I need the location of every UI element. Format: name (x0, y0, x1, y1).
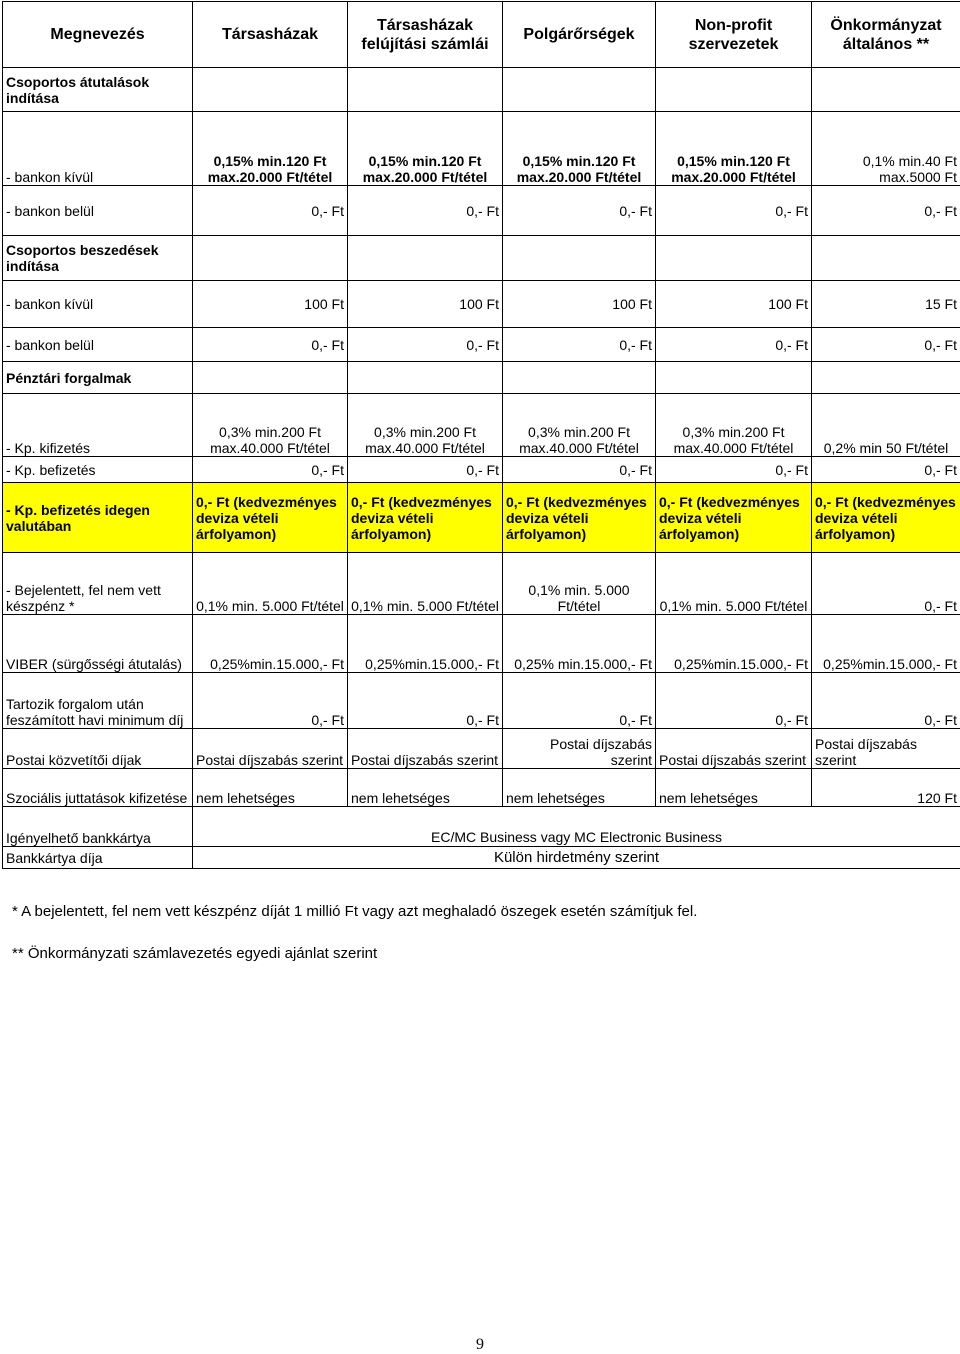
fee-cell: 0,15% min.120 Ft max.20.000 Ft/tétel (348, 112, 503, 186)
fee-cell: 100 Ft (656, 281, 812, 328)
row-label: Postai közvetítői díjak (3, 729, 193, 769)
fee-cell: 0,- Ft (812, 457, 960, 483)
fee-cell: 0,- Ft (348, 673, 503, 729)
row-label: Igényelhető bankkártya (3, 807, 193, 847)
fee-cell: 0,25%min.15.000,- Ft (193, 615, 348, 673)
fee-cell: 0,2% min 50 Ft/tétel (812, 394, 960, 457)
table-row (3, 236, 960, 281)
fee-cell: 0,1% min.40 Ft max.5000 Ft (812, 112, 960, 186)
fee-cell: 0,- Ft (348, 328, 503, 362)
section-cash: Pénztári forgalmak (3, 362, 193, 394)
fee-cell: 0,15% min.120 Ft max.20.000 Ft/tétel (503, 112, 656, 186)
table-row (3, 615, 960, 673)
fee-cell: 0,- Ft (503, 673, 656, 729)
header-condominiums: Társasházak (193, 2, 348, 68)
table-row (3, 328, 960, 362)
fee-cell: 0,- Ft (193, 457, 348, 483)
fee-cell: 120 Ft (812, 769, 960, 807)
fee-cell: 100 Ft (193, 281, 348, 328)
fee-cell: Postai díjszabás szerint (348, 729, 503, 769)
fee-cell: 0,1% min. 5.000 Ft/tétel (193, 553, 348, 615)
fee-cell: 0,- Ft (812, 328, 960, 362)
fee-cell: 0,- Ft (812, 553, 960, 615)
fee-cell: 0,- Ft (193, 186, 348, 236)
header-municipality: Önkormányzat általános ** (812, 2, 960, 68)
table-row (3, 362, 960, 394)
row-label: - Kp. befizetés idegen valutában (3, 483, 193, 553)
fee-cell: 100 Ft (503, 281, 656, 328)
table-row (3, 847, 960, 869)
fee-cell: 0,25% min.15.000,- Ft (503, 615, 656, 673)
fee-cell: 0,3% min.200 Ft max.40.000 Ft/tétel (656, 394, 812, 457)
fee-cell: 0,- Ft (812, 186, 960, 236)
table-row (3, 281, 960, 328)
table-row (3, 457, 960, 483)
footnote-municipality: ** Önkormányzati számlavezetés egyedi ajánlat szerint (12, 945, 377, 962)
row-label: - bankon belül (3, 186, 193, 236)
row-label: - Kp. kifizetés (3, 394, 193, 457)
row-label: - Kp. befizetés (3, 457, 193, 483)
header-condominium-renovation: Társasházak felújítási számlái (348, 2, 503, 68)
fee-cell: Postai díjszabás szerint (656, 729, 812, 769)
fee-cell: 0,- Ft (656, 673, 812, 729)
fee-cell: 0,3% min.200 Ft max.40.000 Ft/tétel (193, 394, 348, 457)
footnote-unclaimed-cash: * A bejelentett, fel nem vett készpénz díját 1 millió Ft vagy azt meghaladó öszegek esetén számítjuk fel. (12, 903, 697, 920)
fee-cell: 0,25%min.15.000,- Ft (656, 615, 812, 673)
fee-cell: 0,15% min.120 Ft max.20.000 Ft/tétel (193, 112, 348, 186)
table-row-highlighted (3, 483, 960, 553)
header-nonprofits: Non-profit szervezetek (656, 2, 812, 68)
table-row (3, 807, 960, 847)
fee-cell: 0,- Ft (656, 186, 812, 236)
row-label: - bankon belül (3, 328, 193, 362)
fee-cell: Postai díjszabás szerint (503, 729, 656, 769)
fee-cell: 0,- Ft (193, 673, 348, 729)
row-label: VIBER (sürgősségi átutalás) (3, 615, 193, 673)
fee-cell: 0,- Ft (503, 328, 656, 362)
fee-cell: Postai díjszabás szerint (193, 729, 348, 769)
fee-cell: 0,- Ft (348, 186, 503, 236)
fee-cell: nem lehetséges (656, 769, 812, 807)
fee-cell: 0,- Ft (503, 186, 656, 236)
header-civil-guards: Polgárőrségek (503, 2, 656, 68)
section-group-debit: Csoportos beszedések indítása (3, 236, 193, 281)
fee-cell: 0,- Ft (656, 328, 812, 362)
fee-cell: 0,- Ft (348, 457, 503, 483)
fee-cell: 0,- Ft (812, 673, 960, 729)
fee-cell: 0,25%min.15.000,- Ft (812, 615, 960, 673)
row-label: - bankon kívül (3, 112, 193, 186)
table-row (3, 673, 960, 729)
header-row (3, 2, 960, 68)
fee-cell: Postai díjszabás szerint (812, 729, 960, 769)
table-row (3, 729, 960, 769)
header-name: Megnevezés (3, 2, 193, 68)
fee-cell: nem lehetséges (348, 769, 503, 807)
table-row (3, 112, 960, 186)
card-type-cell: EC/MC Business vagy MC Electronic Business (193, 807, 960, 847)
fee-cell: 0,- Ft (656, 457, 812, 483)
card-fee-cell: Külön hirdetmény szerint (193, 847, 960, 869)
fee-table (2, 1, 960, 869)
fee-cell: 0,15% min.120 Ft max.20.000 Ft/tétel (656, 112, 812, 186)
fee-cell: 0,- Ft (kedvezményes deviza vételi árfolyamon) (503, 483, 656, 553)
fee-cell: 0,1% min. 5.000 Ft/tétel (348, 553, 503, 615)
page-number: 9 (0, 1336, 960, 1354)
table-row (3, 394, 960, 457)
fee-cell: 0,1% min. 5.000 Ft/tétel (656, 553, 812, 615)
row-label: Bankkártya díja (3, 847, 193, 869)
fee-cell: nem lehetséges (193, 769, 348, 807)
fee-cell: 0,1% min. 5.000 Ft/tétel (503, 553, 656, 615)
fee-cell: 0,3% min.200 Ft max.40.000 Ft/tétel (348, 394, 503, 457)
row-label: - Bejelentett, fel nem vett készpénz * (3, 553, 193, 615)
row-label: Szociális juttatások kifizetése (3, 769, 193, 807)
fee-cell: 0,- Ft (kedvezményes deviza vételi árfolyamon) (348, 483, 503, 553)
fee-cell: 0,- Ft (503, 457, 656, 483)
fee-cell: 15 Ft (812, 281, 960, 328)
table-row (3, 553, 960, 615)
table-row (3, 769, 960, 807)
fee-cell: 0,- Ft (kedvezményes deviza vételi árfolyamon) (656, 483, 812, 553)
fee-cell: 100 Ft (348, 281, 503, 328)
fee-cell: nem lehetséges (503, 769, 656, 807)
fee-cell: 0,3% min.200 Ft max.40.000 Ft/tétel (503, 394, 656, 457)
section-group-transfer: Csoportos átutalások indítása (3, 68, 193, 112)
fee-cell: 0,- Ft (193, 328, 348, 362)
row-label: Tartozik forgalom után feszámított havi minimum díj (3, 673, 193, 729)
table-row (3, 68, 960, 112)
fee-cell: 0,- Ft (kedvezményes deviza vételi árfolyamon) (193, 483, 348, 553)
row-label: - bankon kívül (3, 281, 193, 328)
fee-cell: 0,25%min.15.000,- Ft (348, 615, 503, 673)
fee-cell: 0,- Ft (kedvezményes deviza vételi árfolyamon) (812, 483, 960, 553)
table-row (3, 186, 960, 236)
